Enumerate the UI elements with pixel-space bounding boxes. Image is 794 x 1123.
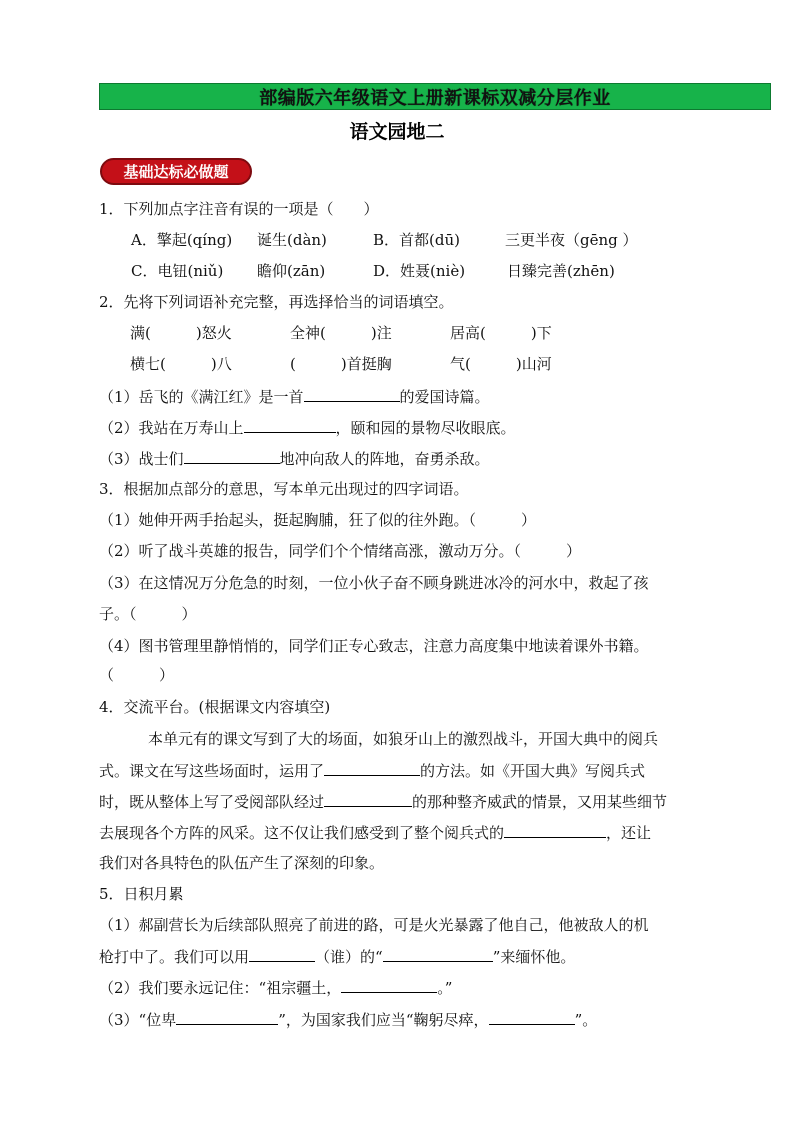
q5-sentence-1b: 枪打中了。我们可以用 （谁）的“ ”来缅怀他。 [99,948,576,966]
q1-option-b-word2: 三更半夜（gēng ） [505,231,638,249]
answer-blank[interactable] [244,417,336,433]
question-5-stem: 5．日积月累 [99,885,184,903]
q3-sentence-4a: （4）图书管理里静悄悄的，同学们正专心致志，注意力高度集中地读着课外书籍。 [99,637,649,655]
answer-blank[interactable] [176,1009,278,1025]
question-3-stem: 3．根据加点部分的意思，写本单元出现过的四字词语。 [99,480,469,498]
q1-option-a-word2: 诞生(dàn) [257,231,327,249]
q2-word-5: ( )首挺胸 [290,355,392,373]
answer-blank[interactable] [341,977,437,993]
q1-option-a: A．擎起(qíng) [131,231,233,249]
q4-paragraph-line-5: 我们对各具特色的队伍产生了深刻的印象。 [99,854,385,872]
q4-paragraph-line-4: 去展现各个方阵的风采。这不仅让我们感受到了整个阅兵式的 ，还让 [99,824,652,842]
question-4-stem: 4．交流平台。(根据课文内容填空) [99,698,331,716]
answer-blank[interactable] [383,946,493,962]
answer-blank[interactable] [324,760,420,776]
answer-blank[interactable] [249,946,315,962]
q2-word-2: 全神( )注 [290,324,392,342]
section-badge-label: 基础达标必做题 [123,163,229,181]
q3-sentence-3b: 子。（ ） [99,605,197,623]
answer-blank[interactable] [304,386,400,402]
q2-sentence-3: （3）战士们 地冲向敌人的阵地，奋勇杀敌。 [99,450,490,468]
q5-sentence-2: （2）我们要永远记住：“祖宗疆土， 。” [99,979,453,997]
q1-option-b: B．首都(dū) [373,231,460,249]
q3-sentence-1: （1）她伸开两手抬起头，挺起胸脯，狂了似的往外跑。（ ） [99,511,537,529]
page-title: 语文园地二 [349,121,445,143]
q1-option-d-word2: 日臻完善(zhēn) [507,262,615,280]
q2-word-3: 居高( )下 [450,324,552,342]
answer-blank[interactable] [489,1009,575,1025]
q2-sentence-1: （1）岳飞的《满江红》是一首 的爱国诗篇。 [99,388,490,406]
q3-sentence-4b: （ ） [99,666,175,684]
question-1-stem: 1．下列加点字注音有误的一项是（ ） [99,200,379,218]
q3-sentence-3a: （3）在这情况万分危急的时刻，一位小伙子奋不顾身跳进冰冷的河水中，救起了孩 [99,574,649,592]
q5-sentence-1a: （1）郝副营长为后续部队照亮了前进的路，可是火光暴露了他自己，他被敌人的机 [99,916,649,934]
question-2-stem: 2．先将下列词语补充完整，再选择恰当的词语填空。 [99,293,454,311]
q2-sentence-2: （2）我站在万寿山上 ，颐和园的景物尽收眼底。 [99,419,516,437]
q1-option-c: C．电钮(niǔ) [131,262,224,280]
q2-word-1: 满( )怒火 [130,324,232,342]
q4-paragraph-line-1: 本单元有的课文写到了大的场面，如狼牙山上的激烈战斗，开国大典中的阅兵 [148,730,659,748]
header-banner [99,83,771,110]
banner-text: 部编版六年级语文上册新课标双减分层作业 [259,87,611,109]
section-badge [100,158,252,185]
q2-word-6: 气( )山河 [450,355,552,373]
answer-blank[interactable] [184,448,280,464]
q3-sentence-2: （2）听了战斗英雄的报告，同学们个个情绪高涨，激动万分。（ ） [99,542,582,560]
q1-option-c-word2: 瞻仰(zān) [257,262,326,280]
q4-paragraph-line-3: 时，既从整体上写了受阅部队经过 的那种整齐威武的情景，又用某些细节 [99,793,668,811]
q2-word-4: 横七( )八 [130,355,232,373]
answer-blank[interactable] [504,822,606,838]
q5-sentence-3: （3）“位卑 ”，为国家我们应当“鞠躬尽瘁， ”。 [99,1011,598,1029]
q1-option-d: D．姓聂(niè) [373,262,466,280]
answer-blank[interactable] [324,791,412,807]
q4-paragraph-line-2: 式。课文在写这些场面时，运用了 的方法。如《开国大典》写阅兵式 [99,762,646,780]
